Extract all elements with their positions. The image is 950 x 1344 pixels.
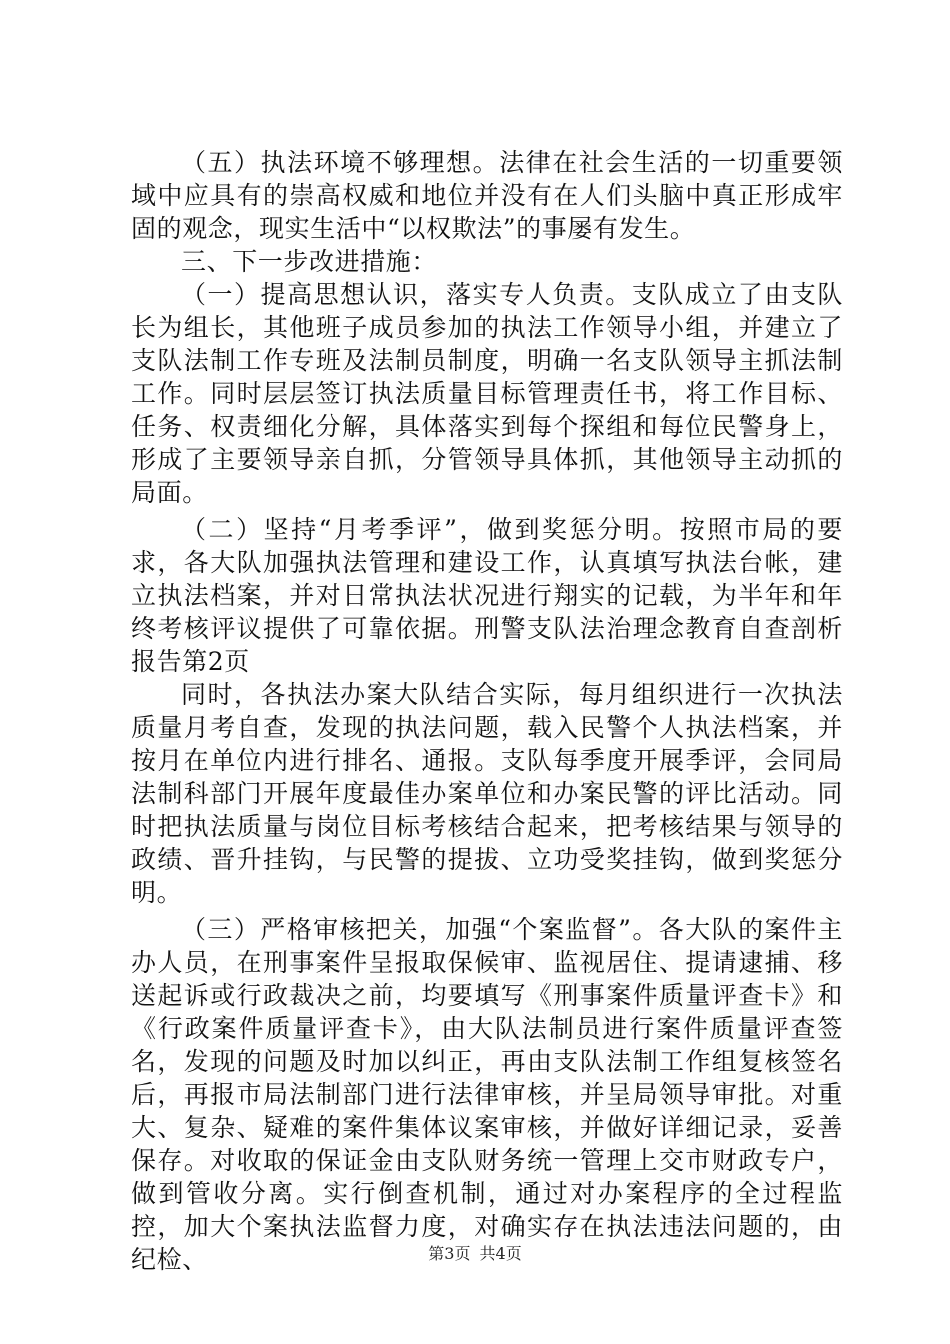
page-footer — [0, 1244, 950, 1264]
paragraph-measure-1: （一）提高思想认识，落实专人负责。支队成立了由支队长为组长，其他班子成员参加的执法工作领导小组，并建立了支队法制工作专班及法制员制度，明确一名支队领导主抓法制工作。同时层层签订执法质量目标管理责任书，将工作目标、任务、权责细化分解，具体落实到每个探组和每位民警身上，形成了主要领导亲自抓，分管领导具体抓，其他领导主动抓的局面。 — [131, 280, 843, 507]
page-number: 第3页 — [428, 1244, 471, 1263]
document-body — [131, 146, 843, 1276]
paragraph-measure-2: （二）坚持“月考季评”，做到奖惩分明。按照市局的要求，各大队加强执法管理和建设工作，认真填写执法台帐，建立执法档案，并对日常执法状况进行翔实的记载，为半年和年终考核评议提供了可靠依据。刑警支队法治理念教育自查剖析报告第2页 — [131, 515, 843, 676]
page-total: 共4页 — [479, 1244, 522, 1263]
paragraph-continuation: 同时，各执法办案大队结合实际，每月组织进行一次执法质量月考自查，发现的执法问题，载入民警个人执法档案，并按月在单位内进行排名、通报。支队每季度开展季评，会同局法制科部门开展年度最佳办案单位和办案民警的评比活动。同时把执法质量与岗位目标考核结合起来，把考核结果与领导的政绩、晋升挂钩，与民警的提拔、立功受奖挂钩，做到奖惩分明。 — [131, 680, 843, 907]
paragraph-measure-3: （三）严格审核把关，加强“个案监督”。各大队的案件主办人员，在刑事案件呈报取保候审、监视居住、提请逮捕、移送起诉或行政裁决之前，均要填写《刑事案件质量评查卡》和《行政案件质量评查卡》，由大队法制员进行案件质量评查签名，发现的问题及时加以纠正，再由支队法制工作组复核签名后，再报市局法制部门进行法律审核，并呈局领导审批。对重大、复杂、疑难的案件集体议案审核，并做好详细记录，妥善保存。对收取的保证金由支队财务统一管理上交市财政专户，做到管收分离。实行倒查机制，通过对办案程序的全过程监控，加大个案执法监督力度，对确实存在执法违法问题的，由纪检、 — [131, 915, 843, 1274]
paragraph-item-5-environment: （五）执法环境不够理想。法律在社会生活的一切重要领域中应具有的崇高权威和地位并没有在人们头脑中真正形成牢固的观念，现实生活中“以权欺法”的事屡有发生。 — [131, 148, 843, 243]
section-heading-improvements: 三、下一步改进措施： — [181, 247, 438, 276]
